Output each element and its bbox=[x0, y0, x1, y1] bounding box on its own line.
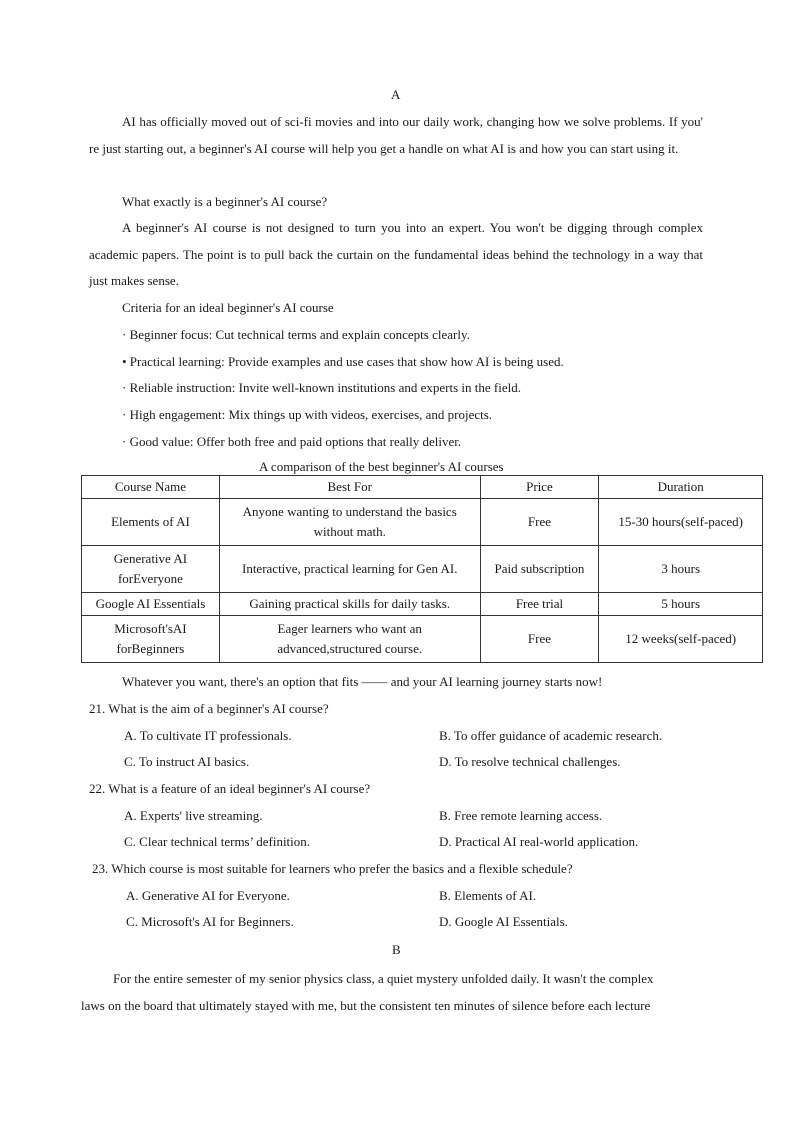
cell-course-name: Microsoft'sAI forBeginners bbox=[82, 616, 220, 663]
passage-b-line: For the entire semester of my senior physics class, a quiet mystery unfolded daily. It wasn't the complex bbox=[113, 971, 654, 986]
option-d: D. Practical AI real-world application. bbox=[439, 834, 639, 849]
intro-paragraph: AI has officially moved out of sci-fi movies and into our daily work, changing how we solve problems. If you' re just starting out, a beginner's AI course will help you get a handle on what AI is and how you can start using it. bbox=[89, 114, 703, 156]
cell-price: Free bbox=[480, 499, 599, 546]
option-d: D. To resolve technical challenges. bbox=[439, 754, 621, 769]
question-heading: What exactly is a beginner's AI course? bbox=[122, 194, 328, 209]
option-b: B. Free remote learning access. bbox=[439, 808, 603, 823]
criteria-item: • Practical learning: Provide examples and use cases that show how AI is being used. bbox=[122, 354, 564, 369]
section-heading-a: A bbox=[391, 87, 401, 102]
option-a: A. Experts' live streaming. bbox=[124, 808, 263, 823]
criteria-item: · Beginner focus: Cut technical terms and explain concepts clearly. bbox=[122, 327, 470, 342]
cell-best-for: Eager learners who want an advanced,structured course. bbox=[219, 616, 480, 663]
criteria-heading: Criteria for an ideal beginner's AI course bbox=[122, 300, 334, 315]
criteria-item: · High engagement: Mix things up with videos, exercises, and projects. bbox=[122, 407, 493, 422]
option-a: A. Generative AI for Everyone. bbox=[126, 888, 290, 903]
cell-price: Free trial bbox=[480, 593, 599, 616]
cell-best-for: Anyone wanting to understand the basics without math. bbox=[219, 499, 480, 546]
option-a: A. To cultivate IT professionals. bbox=[124, 728, 292, 743]
option-d: D. Google AI Essentials. bbox=[439, 914, 568, 929]
cell-price: Paid subscription bbox=[480, 546, 599, 593]
course-comparison-table bbox=[81, 475, 763, 663]
table-header-row bbox=[82, 476, 763, 499]
cell-duration: 15-30 hours(self-paced) bbox=[599, 499, 763, 546]
cell-duration: 5 hours bbox=[599, 593, 763, 616]
cell-course-name: Elements of AI bbox=[82, 499, 220, 546]
table-row bbox=[82, 546, 763, 593]
section-heading-b: B bbox=[392, 942, 401, 957]
cell-course-name: Google AI Essentials bbox=[82, 593, 220, 616]
question-stem: 22. What is a feature of an ideal beginner's AI course? bbox=[89, 781, 371, 796]
closing-line: Whatever you want, there's an option that fits —— and your AI learning journey starts now! bbox=[122, 674, 603, 689]
table-row bbox=[82, 616, 763, 663]
table-row bbox=[82, 499, 763, 546]
cell-duration: 3 hours bbox=[599, 546, 763, 593]
table-row bbox=[82, 593, 763, 616]
question-stem: 23. Which course is most suitable for learners who prefer the basics and a flexible schedule? bbox=[92, 861, 573, 876]
criteria-item: · Reliable instruction: Invite well-known institutions and experts in the field. bbox=[122, 380, 521, 395]
option-b: B. Elements of AI. bbox=[439, 888, 537, 903]
option-c: C. Microsoft's AI for Beginners. bbox=[126, 914, 294, 929]
passage-b-line: laws on the board that ultimately stayed with me, but the consistent ten minutes of silence before each lecture bbox=[81, 998, 651, 1013]
question-stem: 21. What is the aim of a beginner's AI course? bbox=[89, 701, 329, 716]
cell-course-name: Generative AI forEveryone bbox=[82, 546, 220, 593]
header-best-for: Best For bbox=[219, 476, 480, 499]
cell-best-for: Interactive, practical learning for Gen AI. bbox=[219, 546, 480, 593]
cell-duration: 12 weeks(self-paced) bbox=[599, 616, 763, 663]
definition-paragraph: A beginner's AI course is not designed to turn you into an expert. You won't be digging through complex academic papers. The point is to pull back the curtain on the fundamental ideas behind the technology in a way that just makes sense. bbox=[89, 220, 703, 288]
option-c: C. To instruct AI basics. bbox=[124, 754, 250, 769]
criteria-item: · Good value: Offer both free and paid options that really deliver. bbox=[122, 434, 462, 449]
option-c: C. Clear technical terms’ definition. bbox=[124, 834, 311, 849]
header-duration: Duration bbox=[599, 476, 763, 499]
table-caption: A comparison of the best beginner's AI courses bbox=[259, 459, 504, 474]
cell-best-for: Gaining practical skills for daily tasks. bbox=[219, 593, 480, 616]
cell-price: Free bbox=[480, 616, 599, 663]
option-b: B. To offer guidance of academic research. bbox=[439, 728, 663, 743]
header-course-name: Course Name bbox=[82, 476, 220, 499]
header-price: Price bbox=[480, 476, 599, 499]
